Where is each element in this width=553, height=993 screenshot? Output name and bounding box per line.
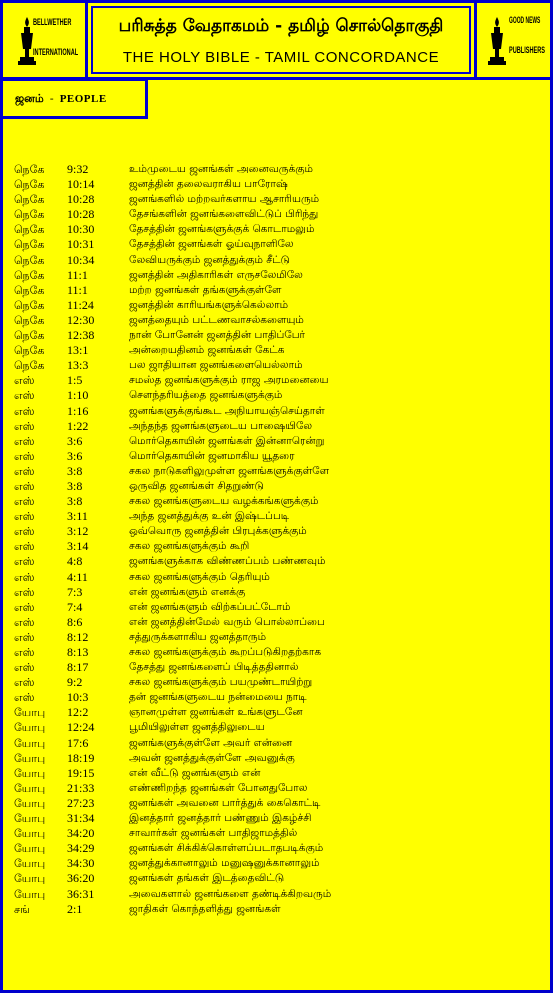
list-item: [14, 615, 544, 630]
header: [0, 0, 553, 80]
logo-left-line2: INTERNATIONAL: [33, 47, 79, 57]
entry-text: சௌந்தரியத்தை ஜனங்களுக்கும்: [129, 389, 283, 402]
entry-reference: 9:2: [67, 675, 83, 690]
list-item: [14, 570, 544, 585]
list-item: [14, 660, 544, 675]
entry-book: நெகே: [14, 208, 45, 222]
entry-reference: 1:10: [67, 388, 89, 403]
entry-book: எஸ்: [14, 434, 35, 448]
logo-right-line2: PUBLISHERS: [509, 45, 545, 55]
list-item: [14, 464, 544, 479]
entry-book: எஸ்: [14, 374, 35, 388]
entry-text: பூமியிலுள்ள ஜனத்திலுடைய: [129, 721, 265, 734]
entry-text: மொர்தெகாயின் ஜனமாகிய யூதரை: [129, 449, 295, 462]
entry-text: என் ஜனங்களும் எனக்கு: [129, 585, 246, 598]
entry-text: ஜாதிகள் கொந்தளித்து ஜனங்கள்: [129, 902, 281, 915]
entry-text: ஜனத்தின் தலைவராகிய பாரோஷ்: [129, 178, 288, 191]
logo-left-line1: BELLWETHER: [33, 17, 72, 27]
title-inner-border: [91, 6, 471, 74]
entry-reference: 31:34: [67, 811, 95, 826]
list-item: [14, 705, 544, 720]
list-item: [14, 283, 544, 298]
entry-book: எஸ்: [14, 661, 35, 675]
entry-text: அந்தந்த ஜனங்களுடைய பாஷையிலே: [129, 419, 313, 432]
entry-reference: 18:19: [67, 750, 95, 765]
list-item: [14, 539, 544, 554]
entry-text: என் ஜனத்தின்மேல் வரும் பொல்லாப்பை: [129, 615, 325, 628]
entry-text: ஜனங்கள் அவனை பார்த்துக் கைகொட்டி: [129, 796, 321, 809]
headword-tamil: ஜனம்: [15, 92, 44, 105]
list-item: [14, 736, 544, 751]
entry-book: எஸ்: [14, 389, 35, 403]
entry-book: நெகே: [14, 283, 45, 297]
list-item: [14, 811, 544, 826]
entry-book: யோபு: [14, 812, 46, 826]
entry-book: யோபு: [14, 857, 46, 871]
entry-text: ஜனத்தின் காரியங்களுக்கெல்லாம்: [129, 298, 289, 311]
list-item: [14, 328, 544, 343]
entry-text: சாவார்கள் ஜனங்கள் பாதிஜாமத்தில்: [129, 827, 298, 840]
list-item: [14, 887, 544, 902]
entry-text: நான் போனேன் ஜனத்தின் பாதிப்பேர்: [129, 329, 306, 342]
list-item: [14, 675, 544, 690]
entry-book: யோபு: [14, 706, 46, 720]
entry-reference: 3:12: [67, 524, 89, 539]
entry-book: எஸ்: [14, 691, 35, 705]
entry-reference: 34:30: [67, 856, 95, 871]
entry-book: எஸ்: [14, 555, 35, 569]
list-item: [14, 449, 544, 464]
entry-book: நெகே: [14, 298, 45, 312]
concordance-list: [14, 162, 544, 917]
entry-book: யோபு: [14, 887, 46, 901]
entry-text: சகல ஜனங்களுக்கும் கூறி: [129, 540, 250, 553]
entry-reference: 13:3: [67, 358, 89, 373]
entry-book: எஸ்: [14, 525, 35, 539]
list-item: [14, 479, 544, 494]
list-item: [14, 494, 544, 509]
entry-book: எஸ்: [14, 479, 35, 493]
entry-text: சத்துருக்களாகிய ஜனத்தாரும்: [129, 630, 267, 643]
list-item: [14, 645, 544, 660]
entry-book: யோபு: [14, 736, 46, 750]
entry-text: என் வீட்டு ஜனங்களும் என்: [129, 766, 261, 779]
entry-reference: 3:14: [67, 539, 89, 554]
list-item: [14, 796, 544, 811]
entry-book: யோபு: [14, 827, 46, 841]
entry-book: எஸ்: [14, 495, 35, 509]
entry-text: தேசத்தின் ஜனங்கள் ஓய்வுநாளிலே: [129, 238, 294, 251]
entry-text: சகல ஜனங்களுடைய வழக்கங்களுக்கும்: [129, 495, 319, 508]
entry-reference: 3:8: [67, 478, 83, 493]
entry-reference: 7:4: [67, 599, 83, 614]
entry-book: எஸ்: [14, 646, 35, 659]
entry-book: எஸ்: [14, 540, 35, 554]
list-item: [14, 751, 544, 766]
list-item: [14, 373, 544, 388]
entry-book: நெகே: [14, 329, 45, 343]
entry-reference: 36:31: [67, 886, 95, 901]
entry-reference: 19:15: [67, 765, 95, 780]
entry-text: பல ஜாதியான ஜனங்களையெல்லாம்: [129, 359, 303, 372]
entry-text: சகல நாடுகளிலுமுள்ள ஜனங்களுக்குள்ளே: [129, 464, 330, 477]
list-item: [14, 162, 544, 177]
entry-book: நெகே: [14, 163, 45, 176]
entry-book: எஸ்: [14, 510, 35, 524]
entry-reference: 10:14: [67, 177, 95, 192]
entry-reference: 10:3: [67, 690, 89, 705]
entry-reference: 21:33: [67, 780, 95, 795]
list-item: [14, 237, 544, 252]
entry-text: ஒருவித ஜனங்கள் சிதறுண்டு: [129, 479, 264, 492]
list-item: [14, 690, 544, 705]
entry-book: எஸ்: [14, 615, 35, 629]
entry-reference: 1:22: [67, 418, 89, 433]
entry-text: அந்த ஜனத்துக்கு உன் இஷ்டப்படி: [129, 510, 290, 523]
entry-reference: 10:34: [67, 252, 95, 267]
entry-text: தேசங்களின் ஜனங்களைவிட்டுப் பிரிந்து: [129, 208, 319, 221]
entry-book: யோபு: [14, 872, 46, 886]
list-item: [14, 388, 544, 403]
entry-reference: 3:6: [67, 448, 83, 463]
entry-text: அவன் ஜனத்துக்குள்ளே அவனுக்கு: [129, 751, 295, 764]
entry-text: ஜனங்களுக்குங்கூட அநியாயஞ்செய்தாள்: [129, 404, 325, 417]
list-item: [14, 902, 544, 917]
list-item: [14, 585, 544, 600]
list-item: [14, 856, 544, 871]
entry-text: மற்ற ஜனங்கள் தங்களுக்குள்ளே: [129, 283, 282, 296]
entry-reference: 2:1: [67, 901, 83, 916]
entry-book: நெகே: [14, 223, 45, 237]
entry-book: எஸ்: [14, 449, 35, 463]
entry-reference: 17:6: [67, 735, 89, 750]
title-english: THE HOLY BIBLE - TAMIL CONCORDANCE: [122, 49, 440, 66]
entry-text: சகல ஜனங்களுக்கும் பயமுண்டாயிற்று: [129, 676, 313, 689]
list-item: [14, 404, 544, 419]
entry-reference: 3:8: [67, 463, 83, 478]
headword-english: PEOPLE: [59, 93, 107, 105]
headword-separator: -: [49, 92, 54, 105]
entry-reference: 34:20: [67, 826, 95, 841]
entry-text: ஜனங்கள் சிக்கிக்கொள்ளப்படாதபடிக்கும்: [129, 842, 324, 855]
list-item: [14, 207, 544, 222]
entry-book: நெகே: [14, 268, 45, 282]
list-item: [14, 720, 544, 735]
list-item: [14, 222, 544, 237]
entry-reference: 8:6: [67, 614, 83, 629]
entry-reference: 8:12: [67, 629, 89, 644]
entry-book: யோபு: [14, 796, 46, 810]
entry-text: இனத்தார் ஜனத்தார் பண்ணும் இகழ்ச்சி: [129, 812, 312, 825]
entry-text: ஜனத்துக்கானாலும் மனுஷனுக்கானாலும்: [129, 857, 320, 870]
entry-text: ஞானமுள்ள ஜனங்கள் உங்களுடனே: [129, 706, 303, 719]
logo-right-line1: GOOD NEWS: [509, 15, 541, 25]
entry-book: சங்: [14, 902, 30, 916]
entry-book: யோபு: [14, 751, 46, 765]
headword: [15, 92, 107, 107]
entry-reference: 9:32: [67, 162, 89, 176]
entry-reference: 12:24: [67, 720, 95, 735]
entry-book: எஸ்: [14, 419, 35, 433]
list-item: [14, 192, 544, 207]
entry-text: மொர்தெகாயின் ஜனங்கள் இன்னாரென்று: [129, 434, 325, 447]
entry-book: எஸ்: [14, 570, 35, 584]
entry-text: ஜனங்களில் மற்றவர்களாய ஆசாரியரும்: [129, 193, 320, 206]
headword-box: [0, 78, 148, 119]
entry-book: யோபு: [14, 766, 46, 780]
entry-reference: 13:1: [67, 343, 89, 358]
entry-book: எஸ்: [14, 585, 35, 599]
list-item: [14, 253, 544, 268]
entry-text: உம்முடைய ஜனங்கள் அனைவருக்கும்: [129, 163, 313, 175]
title-banner: [88, 0, 474, 80]
entry-text: ஜனத்தையும் பட்டணவாசல்களையும்: [129, 313, 304, 326]
entry-reference: 36:20: [67, 871, 95, 886]
entry-reference: 11:1: [67, 282, 88, 297]
publisher-logo-left: [0, 0, 88, 80]
list-item: [14, 177, 544, 192]
entry-reference: 12:2: [67, 705, 89, 720]
entry-book: எஸ்: [14, 676, 35, 690]
list-item: [14, 419, 544, 434]
entry-reference: 10:28: [67, 192, 95, 207]
entry-text: ஒவ்வொரு ஜனத்தின் பிரபுக்களுக்கும்: [129, 525, 307, 538]
entry-reference: 34:29: [67, 841, 95, 856]
entry-reference: 10:30: [67, 222, 95, 237]
entry-reference: 3:11: [67, 509, 88, 524]
list-item: [14, 298, 544, 313]
entry-book: நெகே: [14, 344, 45, 358]
list-item: [14, 826, 544, 841]
list-item: [14, 766, 544, 781]
entry-reference: 10:31: [67, 237, 95, 252]
entry-book: எஸ்: [14, 464, 35, 478]
list-item: [14, 509, 544, 524]
lamp-icon: [487, 15, 507, 67]
entry-book: எஸ்: [14, 404, 35, 418]
entry-reference: 12:30: [67, 312, 95, 327]
entry-reference: 8:13: [67, 645, 89, 659]
entry-reference: 3:8: [67, 494, 83, 509]
entry-text: ஜனங்களுக்காக விண்ணப்பம் பண்ணவும்: [129, 555, 326, 568]
title-tamil: பரிசுத்த வேதாகமம் - தமிழ் சொல்தொகுதி: [118, 16, 444, 36]
list-item: [14, 841, 544, 856]
entry-text: தேசத்தின் ஜனங்களுக்குக் கொடாமலும்: [129, 223, 315, 236]
entry-text: சமஸ்த ஜனங்களுக்கும் ராஜ அரமனையை: [129, 374, 329, 387]
entry-text: அன்றையதினம் ஜனங்கள் கேட்க: [129, 344, 285, 357]
entry-text: தன் ஜனங்களுடைய நன்மையை நாடி: [129, 691, 307, 704]
list-item: [14, 434, 544, 449]
list-item: [14, 554, 544, 569]
entry-book: எஸ்: [14, 600, 35, 614]
entry-reference: 1:5: [67, 373, 83, 388]
entry-text: லேவியருக்கும் ஜனத்துக்கும் சீட்டு: [129, 253, 290, 266]
entry-text: என் ஜனங்களும் விற்கப்பட்டோம்: [129, 600, 291, 613]
list-item: [14, 358, 544, 373]
entry-reference: 10:28: [67, 207, 95, 222]
entry-reference: 11:24: [67, 297, 94, 312]
entry-book: யோபு: [14, 781, 46, 795]
entry-reference: 4:11: [67, 569, 88, 584]
entry-book: யோபு: [14, 721, 46, 735]
list-item: [14, 343, 544, 358]
entry-text: ஜனங்களுக்குள்ளே அவர் என்னை: [129, 736, 293, 749]
entry-book: நெகே: [14, 313, 45, 327]
entry-reference: 3:6: [67, 433, 83, 448]
entry-book: நெகே: [14, 193, 45, 207]
entry-text: ஜனத்தின் அதிகாரிகள் எருசலேமிலே: [129, 268, 303, 281]
entry-text: சகல ஜனங்களுக்கும் கூறப்படுகிறதற்காக: [129, 646, 322, 658]
list-item: [14, 781, 544, 796]
entry-reference: 7:3: [67, 584, 83, 599]
list-item: [14, 524, 544, 539]
publisher-logo-right: [474, 0, 553, 80]
list-item: [14, 313, 544, 328]
entry-reference: 4:8: [67, 554, 83, 569]
list-item: [14, 268, 544, 283]
entry-reference: 12:38: [67, 328, 95, 343]
entry-text: எண்ணிறந்த ஜனங்கள் போனதுபோல: [129, 781, 308, 794]
entry-reference: 1:16: [67, 403, 89, 418]
entry-text: தேசத்து ஜனங்களைப் பிடித்ததினால்: [129, 661, 299, 674]
entry-text: சகல ஜனங்களுக்கும் தெரியும்: [129, 570, 270, 583]
entry-book: நெகே: [14, 238, 45, 252]
entry-reference: 8:17: [67, 660, 89, 675]
entry-book: நெகே: [14, 178, 45, 192]
entry-book: யோபு: [14, 842, 46, 856]
list-item: [14, 630, 544, 645]
entry-reference: 11:1: [67, 267, 88, 282]
entry-book: நெகே: [14, 253, 45, 267]
entry-book: நெகே: [14, 359, 45, 373]
list-item: [14, 600, 544, 615]
entry-book: எஸ்: [14, 630, 35, 644]
entry-text: ஜனங்கள் தங்கள் இடத்தைவிட்டு: [129, 872, 285, 885]
list-item: [14, 871, 544, 886]
entry-text: அவைகளால் ஜனங்களை தண்டிக்கிறவரும்: [129, 887, 332, 900]
entry-reference: 27:23: [67, 795, 95, 810]
